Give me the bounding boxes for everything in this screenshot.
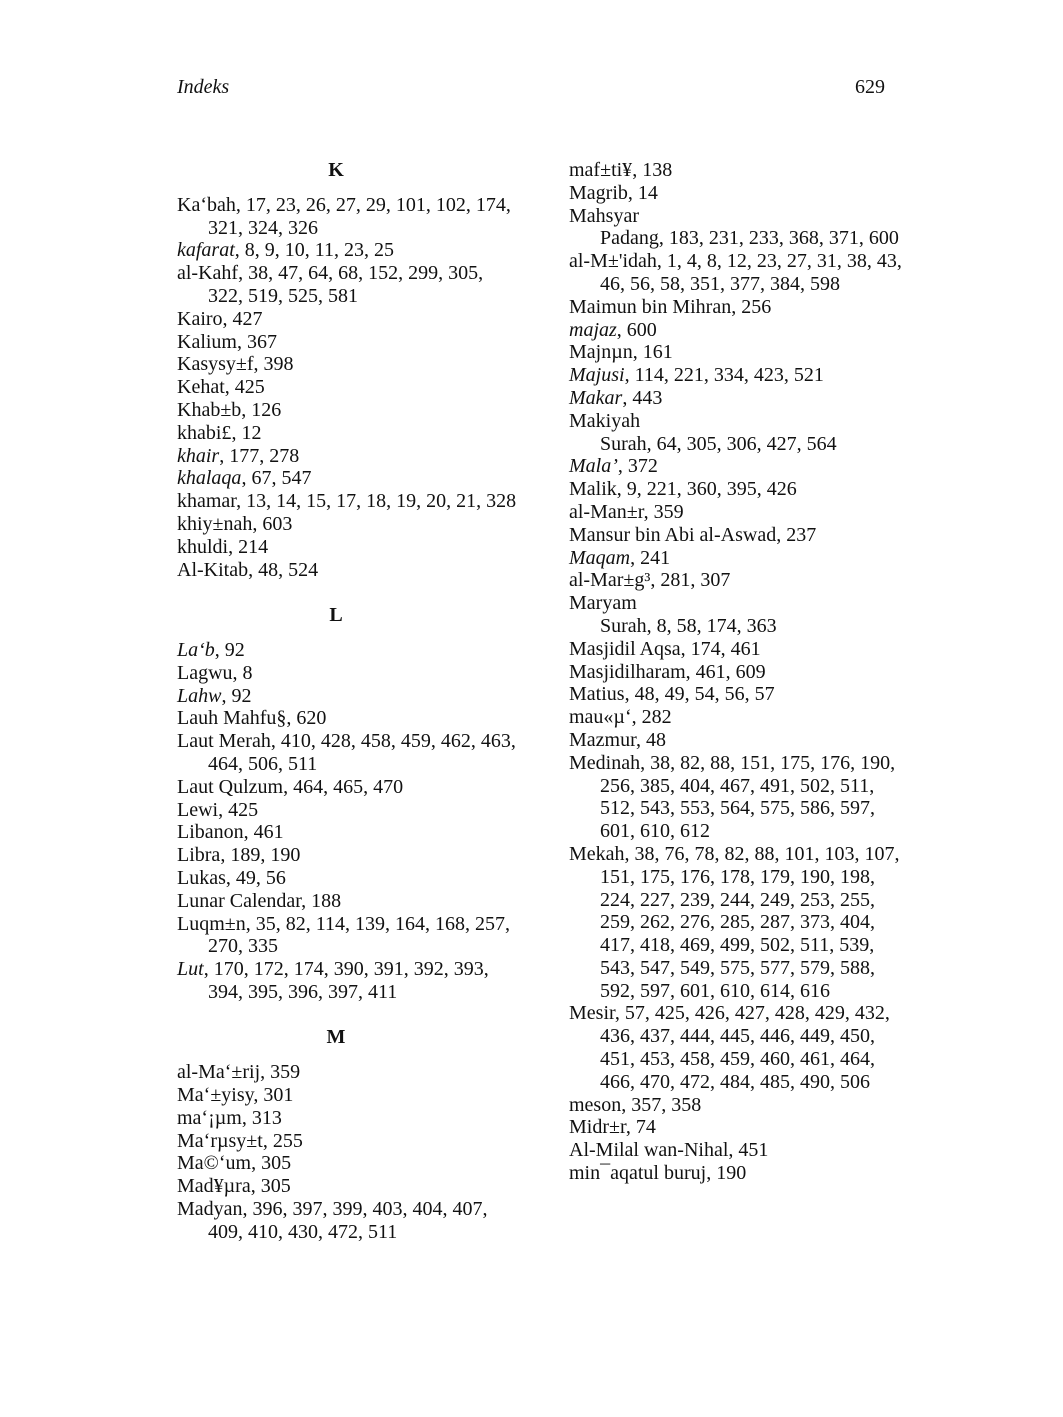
- index-term: Kalium: [177, 330, 237, 353]
- index-term: Mesir: [569, 1002, 615, 1025]
- index-page-refs: , 35, 82, 114, 139, 164, 168, 257, 270, 335: [208, 912, 511, 958]
- index-page-refs: , 57, 425, 426, 427, 428, 429, 432, 436, 437, 444, 445, 446, 449, 450, 451, 453, 458, 459, 460, 461, 464, 466, 470, 472, 484, 485, 490, 506: [600, 1002, 890, 1093]
- index-entry: [569, 547, 914, 570]
- index-term: Lewi: [177, 798, 219, 821]
- index-term: Mazmur: [569, 728, 636, 751]
- index-term: Masjidilharam: [569, 660, 686, 683]
- index-entry: [177, 913, 522, 959]
- index-entry: [177, 445, 522, 468]
- index-page-refs: , 49, 56: [225, 866, 286, 889]
- index-term: Masjidil Aqsa: [569, 637, 681, 660]
- index-page-refs: , 38, 82, 88, 151, 175, 176, 190, 256, 385, 404, 467, 491, 502, 511, 512, 543, 553, 564, 575, 586, 597, 601, 610, 612: [600, 751, 896, 843]
- index-page-refs: , 425: [224, 376, 265, 399]
- index-term: Libanon: [177, 821, 244, 844]
- index-entry: [569, 410, 914, 433]
- index-page-refs: , 256: [731, 295, 772, 318]
- index-page-refs: , 161: [632, 341, 673, 364]
- index-term: al-M±'idah: [569, 250, 657, 273]
- index-entry: [569, 182, 914, 205]
- index-page-refs: , 38, 76, 78, 82, 88, 101, 103, 107, 151, 175, 176, 178, 179, 190, 198, 224, 227, 239, 244, 249, 253, 255, 259, 262, 276, 285, 287, 373, 404, 417, 418, 469, 499, 502, 511, 539, 543, 547, 549, 575, 577, 579, 588, 592, 597, 601, 610, 614, 616: [600, 842, 900, 1002]
- index-term: Khab±b: [177, 398, 242, 421]
- section-letter-heading: M: [326, 1026, 346, 1049]
- index-entry: [177, 467, 522, 490]
- index-entry: [177, 239, 522, 262]
- index-term: Kehat: [177, 376, 225, 399]
- index-page-refs: , 396, 397, 399, 403, 404, 407, 409, 410, 430, 472, 511: [208, 1198, 488, 1243]
- index-term: Laut Merah: [177, 730, 271, 753]
- index-subentry: Padang, 183, 231, 233, 368, 371, 600: [600, 227, 899, 250]
- index-entry: [177, 308, 522, 331]
- index-page-refs: , 398: [253, 353, 294, 376]
- index-term: Luqm±n: [177, 912, 246, 935]
- index-term: mau«µ‘: [569, 706, 632, 729]
- index-page-refs: , 237: [776, 523, 817, 546]
- index-entry: [177, 1152, 522, 1175]
- index-page-refs: , 282: [631, 706, 672, 729]
- running-header-title: Indeks: [177, 76, 230, 98]
- section-gap: [177, 581, 522, 604]
- index-page-refs: , 17, 23, 26, 27, 29, 101, 102, 174, 321, 324, 326: [208, 193, 511, 239]
- index-entry: [569, 364, 914, 387]
- index-entry: [569, 319, 914, 342]
- index-page-refs: , 177, 278: [219, 444, 300, 467]
- index-subentry: Surah, 64, 305, 306, 427, 564: [600, 432, 837, 455]
- index-page-refs: , 451: [728, 1139, 769, 1162]
- index-entry: [569, 455, 914, 478]
- index-term: al-Ma‘±rij: [177, 1061, 261, 1084]
- index-entry: [177, 662, 522, 685]
- index-term: ma‘¡µm: [177, 1106, 242, 1129]
- index-page-refs: , 281, 307: [650, 569, 731, 592]
- index-page-refs: , 600: [616, 318, 657, 341]
- index-page-refs: , 443: [622, 386, 663, 409]
- index-entry: [569, 638, 914, 661]
- index-entry: [177, 1107, 522, 1130]
- index-entry: [177, 639, 522, 662]
- index-page-refs: , 48, 524: [248, 558, 319, 581]
- index-term: Lut: [177, 958, 204, 981]
- index-term: kafarat: [177, 239, 235, 262]
- index-entry: [569, 683, 914, 706]
- index-entry: [569, 752, 914, 843]
- index-term: Lukas: [177, 866, 226, 889]
- index-page-refs: , 241: [630, 546, 671, 569]
- index-page-refs: , 305: [251, 1152, 292, 1175]
- index-term: Majnµn: [569, 341, 633, 364]
- index-entry: [569, 524, 914, 547]
- index-page-refs: , 174, 461: [680, 637, 761, 660]
- index-page-refs: , 305: [250, 1175, 291, 1198]
- index-entry: [177, 730, 522, 776]
- index-entry: [569, 296, 914, 319]
- index-entry: [569, 250, 914, 296]
- index-term: Ma©‘um: [177, 1152, 252, 1175]
- index-term: meson: [569, 1093, 622, 1116]
- index-page-refs: , 214: [228, 535, 269, 558]
- index-term: La‘b: [177, 638, 215, 661]
- index-entry: [177, 707, 522, 730]
- index-term: Mekah: [569, 842, 625, 865]
- index-term: Ma‘rµsy±t: [177, 1129, 263, 1152]
- index-page-refs: , 255: [262, 1129, 303, 1152]
- index-entry: [569, 1116, 914, 1139]
- index-entry: [177, 776, 522, 799]
- index-page-refs: , 461: [243, 821, 284, 844]
- index-page-refs: , 13, 14, 15, 17, 18, 19, 20, 21, 328: [236, 490, 517, 513]
- index-page-refs: , 190: [706, 1162, 747, 1185]
- index-page-refs: , 92: [214, 638, 245, 661]
- index-entry: [177, 194, 522, 240]
- index-term: Lunar Calendar: [177, 889, 302, 912]
- index-term: Ka‘bah: [177, 193, 236, 216]
- index-term: Lagwu: [177, 661, 233, 684]
- index-term: Kasysy±f: [177, 353, 254, 376]
- index-entry: [177, 1084, 522, 1107]
- index-term: Maryam: [569, 592, 637, 615]
- index-term: majaz: [569, 318, 617, 341]
- index-page-refs: , 67, 547: [241, 467, 312, 490]
- index-term: Majusi: [569, 364, 625, 387]
- index-page-refs: , 74: [625, 1116, 656, 1139]
- index-page-refs: , 48: [635, 728, 666, 751]
- index-entry: [177, 958, 522, 1004]
- index-entry: [177, 1061, 522, 1084]
- index-entry: [177, 559, 522, 582]
- index-page-refs: , 427: [222, 307, 263, 330]
- index-entry: [177, 1130, 522, 1153]
- index-term: al-Man±r: [569, 500, 644, 523]
- index-page-refs: , 114, 221, 334, 423, 521: [624, 364, 824, 387]
- index-term: Madyan: [177, 1198, 243, 1221]
- index-page-refs: , 313: [241, 1106, 282, 1129]
- index-entry: [177, 331, 522, 354]
- index-entry: [177, 490, 522, 513]
- index-page-refs: , 620: [286, 707, 327, 730]
- index-entry: [569, 387, 914, 410]
- index-term: Lauh Mahfu§: [177, 707, 287, 730]
- index-entry: [569, 1002, 914, 1093]
- index-page-refs: , 48, 49, 54, 56, 57: [624, 683, 775, 706]
- index-term: Mala’: [569, 455, 618, 478]
- index-term: khalaqa: [177, 467, 242, 490]
- index-column-right: [569, 159, 914, 1185]
- index-entry: [177, 685, 522, 708]
- index-term: khamar: [177, 490, 237, 513]
- index-entry: [569, 729, 914, 752]
- index-term: Laut Qulzum: [177, 775, 284, 798]
- index-entry: [177, 821, 522, 844]
- index-page-refs: , 359: [260, 1061, 301, 1084]
- index-entry: [177, 422, 522, 445]
- index-term: Makar: [569, 386, 623, 409]
- index-term: Midr±r: [569, 1116, 626, 1139]
- index-entry: [569, 706, 914, 729]
- index-entry: [177, 376, 522, 399]
- index-term: khuldi: [177, 535, 229, 558]
- index-page-refs: , 461, 609: [685, 660, 766, 683]
- index-term: al-Mar±g³: [569, 569, 651, 592]
- index-term: Maimun bin Mihran: [569, 295, 732, 318]
- index-page-refs: , 138: [632, 159, 673, 181]
- index-entry: [177, 799, 522, 822]
- index-entry: [569, 478, 914, 501]
- index-page-refs: , 410, 428, 458, 459, 462, 463, 464, 506, 511: [208, 730, 516, 775]
- index-page-refs: , 188: [301, 889, 342, 912]
- index-term: Maqam: [569, 546, 631, 569]
- index-entry: [569, 1162, 914, 1185]
- index-term: Malik: [569, 478, 617, 501]
- index-term: khair: [177, 444, 220, 467]
- index-entry: [177, 399, 522, 422]
- index-term: Al-Milal wan-Nihal: [569, 1139, 729, 1162]
- index-term: Medinah: [569, 751, 641, 774]
- index-term: Kairo: [177, 307, 223, 330]
- index-page-refs: , 464, 465, 470: [283, 775, 404, 798]
- index-entry: [177, 1175, 522, 1198]
- index-entry: [177, 844, 522, 867]
- index-entry: [177, 1198, 522, 1244]
- index-entry: [569, 661, 914, 684]
- index-page-refs: , 12: [231, 421, 262, 444]
- section-gap: [177, 1004, 522, 1027]
- index-page-refs: , 9, 221, 360, 395, 426: [616, 478, 797, 501]
- index-page-refs: , 357, 358: [621, 1093, 702, 1116]
- index-entry: [177, 867, 522, 890]
- index-entry: [569, 205, 914, 228]
- index-page-refs: , 359: [643, 500, 684, 523]
- index-term: khabi£: [177, 421, 232, 444]
- index-entry: [569, 843, 914, 1003]
- index-entry: [177, 536, 522, 559]
- index-entry: [569, 1094, 914, 1117]
- page-number: 629: [855, 76, 885, 98]
- section-letter-heading: K: [328, 159, 344, 181]
- index-term: Mad¥µra: [177, 1175, 251, 1198]
- index-page-refs: , 8: [232, 661, 253, 684]
- index-term: maf±ti¥: [569, 159, 633, 181]
- index-term: Libra: [177, 844, 221, 867]
- index-entry: [569, 341, 914, 364]
- index-term: al-Kahf: [177, 262, 239, 285]
- index-subentry: Surah, 8, 58, 174, 363: [600, 614, 777, 637]
- index-page-refs: , 14: [627, 181, 658, 204]
- index-page-refs: , 126: [241, 398, 282, 421]
- index-page-refs: , 1, 4, 8, 12, 23, 27, 31, 38, 43, 46, 56, 58, 351, 377, 384, 598: [600, 250, 902, 295]
- index-term: min¯aqatul buruj: [569, 1162, 707, 1185]
- index-term: Lahw: [177, 684, 222, 707]
- index-term: Matius: [569, 683, 625, 706]
- index-entry: [569, 569, 914, 592]
- index-entry: [569, 501, 914, 524]
- index-entry: [177, 513, 522, 536]
- index-term: Ma‘±yisy: [177, 1084, 254, 1107]
- index-entry: [177, 262, 522, 308]
- index-entry: [177, 890, 522, 913]
- index-term: Mahsyar: [569, 204, 639, 227]
- index-page-refs: , 372: [617, 455, 658, 478]
- index-term: Al-Kitab: [177, 558, 249, 581]
- index-entry: [569, 592, 914, 615]
- index-page-refs: , 38, 47, 64, 68, 152, 299, 305, 322, 519, 525, 581: [208, 262, 484, 307]
- index-term: Magrib: [569, 181, 628, 204]
- index-term: Mansur bin Abi al-Aswad: [569, 523, 777, 546]
- index-page-refs: , 603: [252, 512, 293, 535]
- index-page-refs: , 367: [237, 330, 277, 353]
- index-term: khiy±nah: [177, 512, 253, 535]
- index-page-refs: , 92: [221, 684, 252, 707]
- index-page-refs: , 170, 172, 174, 390, 391, 392, 393, 394, 395, 396, 397, 411: [203, 958, 489, 1003]
- index-page-refs: , 8, 9, 10, 11, 23, 25: [234, 239, 395, 262]
- index-page-refs: , 301: [253, 1084, 294, 1107]
- index-entry: [569, 159, 914, 182]
- index-term: Makiyah: [569, 409, 641, 432]
- index-page-refs: , 425: [218, 798, 259, 821]
- section-letter-heading: L: [329, 604, 343, 627]
- index-entry: [177, 353, 522, 376]
- index-column-left: [177, 159, 522, 1244]
- index-entry: [569, 1139, 914, 1162]
- index-page-refs: , 189, 190: [220, 844, 301, 867]
